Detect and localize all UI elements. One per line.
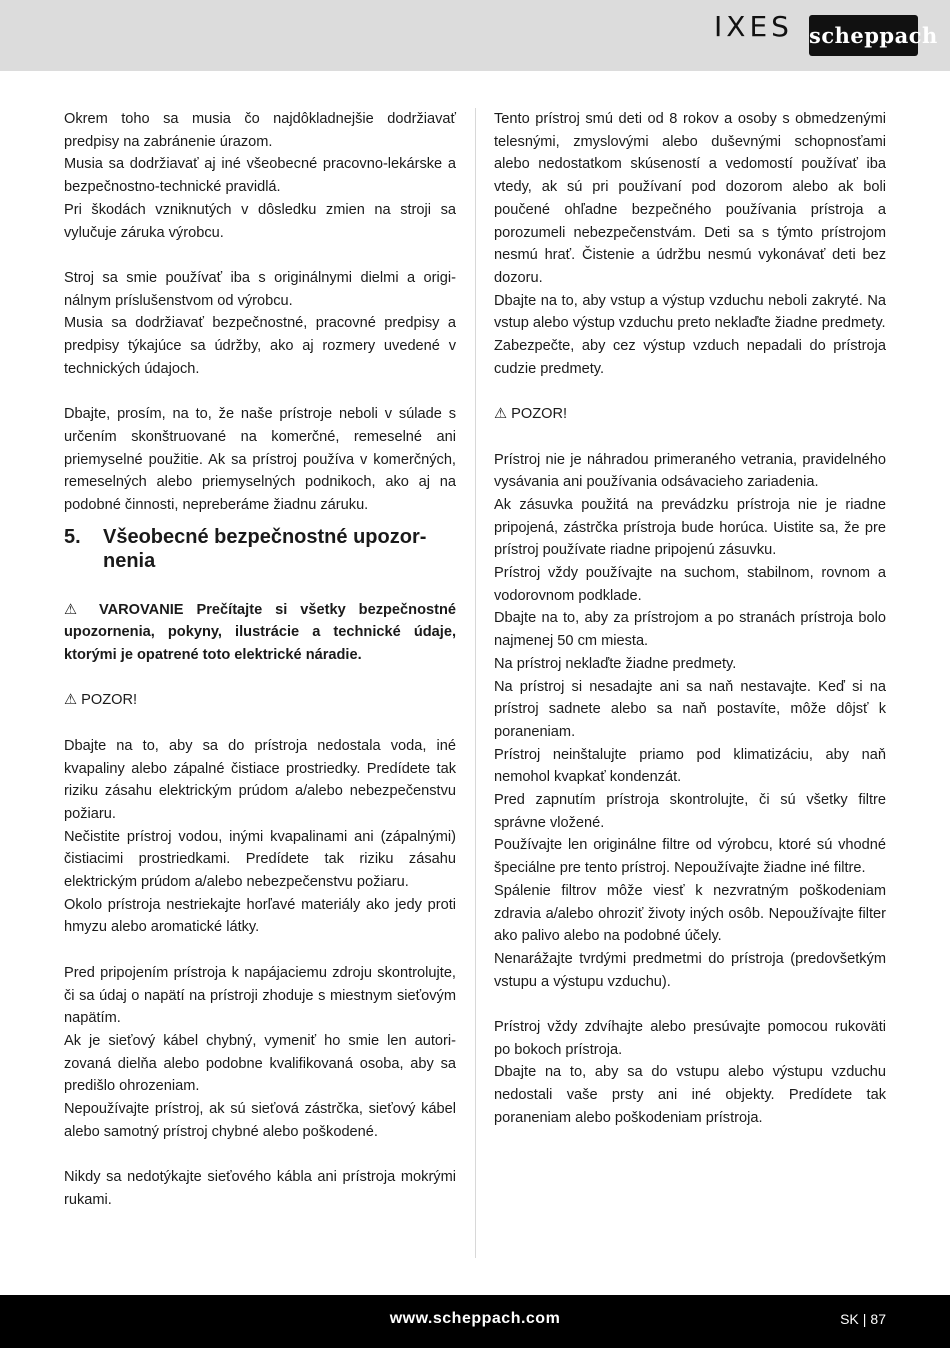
website-link[interactable]: www.scheppach.com: [389, 1310, 561, 1327]
warning-paragraph: ⚠ VAROVANIE Prečítajte si všetky bezpečnostné upozornenia, pokyny, ilustrácie a technické údaje, ktorými je opatrené toto elektrické náradie.: [64, 601, 456, 664]
left-column: [64, 108, 456, 1212]
paragraph-gap: [64, 667, 456, 690]
paragraph-gap: [64, 939, 456, 962]
right-column: [494, 108, 886, 1130]
paragraph: Dbajte na to, aby sa do vstupu alebo výstupu vzduchu nedostali vaše prsty ani iné objekty. Predídete tak poraneniam alebo poškodeniam prístroja.: [494, 1064, 886, 1126]
separator: |: [862, 1311, 867, 1327]
header-band: [0, 0, 950, 71]
paragraph: Stroj sa smie používať iba s originálnymi dielmi a originálnym príslušenstvom od výrobcu.: [64, 269, 456, 309]
ixes-logo: IXES: [714, 10, 793, 43]
section-title: Všeobecné bezpečnostné upozornenia: [103, 525, 427, 572]
paragraph: Pred pripojením prístroja k napájaciemu zdroju skontrolujte, či sa údaj o napätí na prístroji zhoduje s miestnym sieťovým napätím.: [64, 964, 456, 1027]
paragraph: Dbajte na to, aby sa do prístroja nedostala voda, iné kvapaliny alebo zápalné čistiace prostriedky. Predídete tak riziku zásahu elektrickým prúdom a/alebo nebezpečenstvu požiaru.: [64, 737, 456, 822]
section-number: 5.: [64, 525, 81, 548]
paragraph-gap: [494, 426, 886, 449]
paragraph: Nepoužívajte prístroj, ak sú sieťová zástrčka, sieťový kábel alebo samotný prístroj chybné alebo poškodené.: [64, 1101, 456, 1140]
column-divider: [475, 108, 476, 1258]
paragraph: Okolo prístroja nestriekajte horľavé materiály ako jedy proti hmyzu alebo aromatické látky.: [64, 896, 456, 936]
paragraph: Ak zásuvka použitá na prevádzku prístroja nie je riadne pripojená, zástrčka prístroja bude horúca. Uistite sa, že pre prístroj používate riadne pripojenú zásuvku.: [494, 496, 886, 559]
paragraph-gap: [64, 1143, 456, 1166]
paragraph: Prístroj neinštalujte priamo pod klimatizáciu, aby naň nemohol kvapkať kondenzát.: [494, 746, 886, 786]
paragraph-gap: [494, 380, 886, 403]
paragraph: Musia sa dodržiavať aj iné všeobecné pracovno-lekárske a bezpečnostno-technické pravidlá.: [64, 156, 456, 196]
paragraph-gap: [64, 244, 456, 267]
paragraph: Ak je sieťový kábel chybný, vymeniť ho smie len autorizovaná dielňa alebo podobne kvalifikovaná osoba, aby sa predišlo ohrozeniam.: [64, 1032, 456, 1095]
paragraph: Dbajte na to, aby vstup a výstup vzduchu neboli zakryté. Na vstup alebo výstup vzduchu preto neklaďte žiadne predmety.: [494, 292, 886, 332]
scheppach-logo: scheppach: [809, 15, 918, 56]
page-indicator: [840, 1311, 886, 1327]
paragraph-gap: [64, 380, 456, 403]
paragraph: Dbajte, prosím, na to, že naše prístroje neboli v súlade s určením skonštruované na komerčné, remeselné ani priemyselné použitie. Ak sa prístroj používa v komerčných, remeselných alebo priemyselných podnikoch, ako aj na podobné činnosti, nepreberáme žiadnu záruku.: [64, 406, 456, 513]
paragraph: Spálenie filtrov môže viesť k nezvratným poškodeniam zdravia a/alebo ohroziť životy iných osôb. Nepoužívajte filter ako palivo alebo na podobné účely.: [494, 882, 886, 945]
footer: [0, 1295, 950, 1348]
paragraph: Musia sa dodržiavať bezpečnostné, pracovné predpisy a predpisy týkajúce sa údržby, ako aj rozmery uvedené v technických údajoch.: [64, 315, 456, 377]
paragraph: Nenarážajte tvrdými predmetmi do prístroja (predovšetkým vstupu a výstupu vzduchu).: [494, 950, 886, 990]
paragraph: Prístroj vždy zdvíhajte alebo presúvajte pomocou rukoväti po bokoch prístroja.: [494, 1019, 886, 1058]
paragraph: ⚠ POZOR!: [494, 406, 568, 423]
language-code: SK: [840, 1311, 859, 1327]
paragraph: Prístroj vždy používajte na suchom, stabilnom, rovnom a vodorovnom podklade.: [494, 565, 886, 604]
paragraph: Na prístroj neklaďte žiadne predmety.: [494, 655, 737, 672]
paragraph: Zabezpečte, aby cez výstup vzduch nepadali do prístroja cudzie predmety.: [494, 338, 886, 377]
section-heading: [64, 525, 456, 573]
paragraph: Používajte len originálne filtre od výrobcu, ktoré sú vhodné špeciálne pre tento prístroj. Nepoužívajte žiadne iné filtre.: [494, 837, 886, 877]
paragraph: Prístroj nie je náhradou primeraného vetrania, pravidelného vysávania ani používania odsávacieho zariadenia.: [494, 451, 886, 491]
paragraph: Na prístroj si nesadajte ani sa naň nestavajte. Keď si na prístroj sadnete alebo sa naň postavíte, môže dôjsť k poraneniam.: [494, 678, 886, 740]
paragraph: Okrem toho sa musia čo najdôkladnejšie dodržiavať predpisy na zabránenie úrazom.: [64, 111, 456, 150]
page-number: 87: [870, 1311, 886, 1327]
paragraph: Tento prístroj smú deti od 8 rokov a osoby s obmedzenými telesnými, zmyslovými alebo duševnými schopnosťami alebo nedostatkom skúseností a vedomostí používať iba vtedy, ak sú pri používaní pod dozorom alebo ak boli poučené ohľadne bezpečného používania prístroja a porozumeli nebezpečenstvám. Deti sa s týmto prístrojom nesmú hrať. Čistenie a údržbu nesmú vykonávať deti bez dozoru.: [494, 111, 886, 286]
paragraph: Nečistite prístroj vodou, inými kvapalinami ani (zápalnými) čistiacimi prostriedkami. Predídete tak riziku zásahu elektrickým prúdom a/alebo nebezpečenstvu požiaru.: [64, 828, 456, 891]
paragraph: Pri škodách vzniknutých v dôsledku zmien na stroji sa vylučuje záruka výrobcu.: [64, 201, 456, 241]
paragraph-gap: [494, 993, 886, 1016]
paragraph: Pred zapnutím prístroja skontrolujte, či sú všetky filtre správne vložené.: [494, 792, 886, 831]
paragraph: Nikdy sa nedotýkajte sieťového kábla ani prístroja mokrými rukami.: [64, 1169, 456, 1208]
paragraph-gap: [64, 712, 456, 735]
paragraph: ⚠ POZOR!: [64, 692, 138, 709]
paragraph: Dbajte na to, aby za prístrojom a po stranách prístroja bolo najmenej 50 cm miesta.: [494, 610, 886, 650]
